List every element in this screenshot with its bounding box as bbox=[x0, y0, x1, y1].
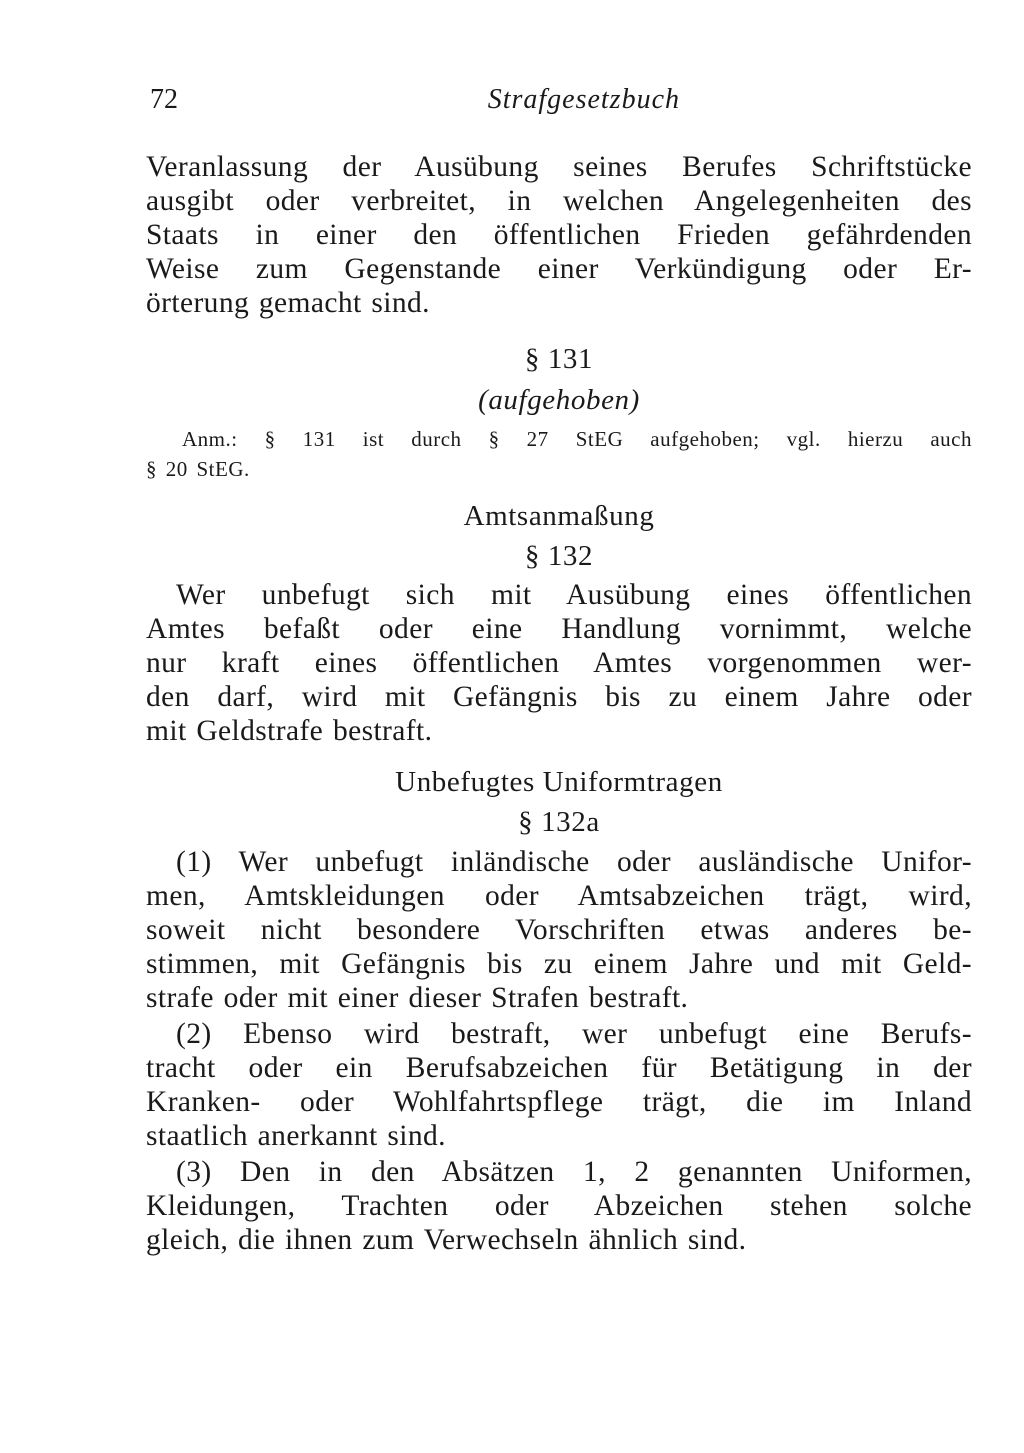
text-line: staatlich anerkannt sind. bbox=[146, 1120, 446, 1152]
text-line: tracht oder ein Berufsabzeichen für Betätigung in der bbox=[146, 1052, 972, 1084]
text-line: (1) Wer unbefugt inländische oder ausländische Unifor- bbox=[176, 846, 972, 878]
text-line: men, Amtskleidungen oder Amtsabzeichen trägt, wird, bbox=[146, 880, 972, 912]
section-131-note bbox=[146, 424, 972, 484]
text-line: (3) Den in den Absätzen 1, 2 genannten Uniformen, bbox=[176, 1156, 972, 1188]
note-line: Anm.: § 131 ist durch § 27 StEG aufgehoben; vgl. hierzu auch bbox=[182, 427, 972, 451]
continuation-paragraph bbox=[146, 150, 972, 320]
text-line: gleich, die ihnen zum Verwechseln ähnlich sind. bbox=[146, 1224, 747, 1256]
page-number: 72 bbox=[150, 84, 178, 115]
text-line: Staats in einer den öffentlichen Frieden gefährdenden bbox=[146, 219, 972, 251]
text-line: soweit nicht besondere Vorschriften etwas anderes be- bbox=[146, 914, 972, 946]
section-132a-paragraph-3 bbox=[146, 1155, 972, 1257]
section-132-title: Amtsanmaßung bbox=[463, 500, 655, 532]
section-132-paragraph bbox=[146, 578, 972, 748]
section-131-status: (aufgehoben) bbox=[478, 384, 640, 416]
text-line: ausgibt oder verbreitet, in welchen Angelegenheiten des bbox=[146, 185, 972, 217]
section-132a-paragraph-2 bbox=[146, 1017, 972, 1153]
text-line: nur kraft eines öffentlichen Amtes vorgenommen wer- bbox=[146, 647, 972, 679]
text-line: Kranken- oder Wohlfahrtspflege trägt, die im Inland bbox=[146, 1086, 972, 1118]
section-132a-number: § 132a bbox=[518, 806, 600, 838]
text-line: Amtes befaßt oder eine Handlung vornimmt, welche bbox=[146, 613, 972, 645]
page-header bbox=[150, 84, 680, 124]
text-line: örterung gemacht sind. bbox=[146, 287, 430, 319]
text-line: Wer unbefugt sich mit Ausübung eines öffentlichen bbox=[176, 579, 972, 611]
note-line: § 20 StEG. bbox=[146, 457, 250, 481]
text-line: Veranlassung der Ausübung seines Berufes Schriftstücke bbox=[146, 151, 972, 183]
text-line: stimmen, mit Gefängnis bis zu einem Jahre und mit Geld- bbox=[146, 948, 972, 980]
running-head: Strafgesetzbuch bbox=[487, 84, 680, 115]
section-132a-title: Unbefugtes Uniformtragen bbox=[395, 766, 723, 798]
section-132-number: § 132 bbox=[524, 540, 594, 572]
section-131-number: § 131 bbox=[524, 343, 594, 375]
text-line: Weise zum Gegenstande einer Verkündigung oder Er- bbox=[146, 253, 972, 285]
text-line: strafe oder mit einer dieser Strafen bestraft. bbox=[146, 982, 689, 1014]
text-line: den darf, wird mit Gefängnis bis zu einem Jahre oder bbox=[146, 681, 972, 713]
text-line: Kleidungen, Trachten oder Abzeichen stehen solche bbox=[146, 1190, 972, 1222]
section-132a-paragraph-1 bbox=[146, 845, 972, 1015]
text-line: mit Geldstrafe bestraft. bbox=[146, 715, 433, 747]
text-line: (2) Ebenso wird bestraft, wer unbefugt eine Berufs- bbox=[176, 1018, 972, 1050]
